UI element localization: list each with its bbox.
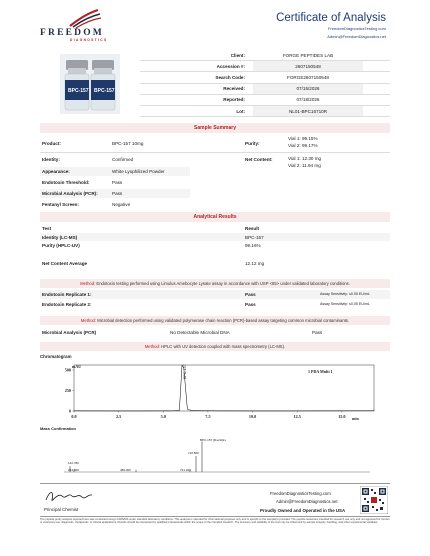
- endotoxin-label: Endotoxin Threshold:: [42, 180, 90, 185]
- analytical-result: BPC-157: [245, 234, 264, 240]
- purity-vial-1: Vial 1: 99.15%: [288, 136, 318, 141]
- footer-email[interactable]: Admin@FreedomDiagnostics.net: [276, 499, 338, 504]
- x-tick-label: 15.0: [338, 414, 346, 419]
- microbial-label: Microbial Analysis (PCR):: [42, 191, 98, 196]
- ms-peak-label: 486.300: [120, 468, 131, 472]
- info-row-accession: [140, 61, 390, 72]
- net-vial-2: Vial 2: 11.94 mg: [288, 163, 321, 168]
- hplc-method: [40, 342, 390, 351]
- analytical-test: Purity (HPLC-UV): [42, 242, 80, 248]
- method-text: Endotoxin testing performed using Limulus Amebocyte Lysate assay in accordance with USP <85> under validated laboratory conditions.: [96, 281, 350, 286]
- footer-divider: [40, 483, 390, 484]
- identity-label: Identity:: [42, 157, 60, 162]
- x-tick-label: 7.5: [205, 414, 211, 419]
- summary-row-fentanyl: [40, 200, 190, 209]
- endotoxin-value: Pass: [112, 180, 123, 185]
- endotoxin-rep1-row: [40, 290, 390, 299]
- freedom-logo: [40, 8, 130, 40]
- x-tick-label: 12.5: [293, 414, 301, 419]
- info-value: 07/15/2026: [253, 84, 363, 94]
- info-key: Accession #:: [216, 63, 245, 69]
- microbial-value: Pass: [112, 191, 123, 196]
- net-average-label: Net Content Average: [42, 261, 88, 266]
- info-key: Search Code:: [215, 74, 245, 80]
- analytical-test: Identity (LC-MS): [42, 234, 78, 240]
- microbial-pcr-detail: No Detectable Microbial DNA: [170, 330, 230, 335]
- info-row-client: [140, 50, 390, 61]
- info-row-search-code: [140, 72, 390, 83]
- chromatogram-chart: [40, 363, 390, 425]
- footer-website[interactable]: FreedomDiagnosticsTesting.com: [270, 491, 331, 496]
- ms-peak-label: 710.500: [188, 451, 199, 455]
- net-content-label: Net Content:: [245, 157, 273, 162]
- microbial-pcr-result: Pass: [312, 330, 323, 335]
- x-tick-label: 0.0: [71, 414, 77, 419]
- info-row-lot: [140, 106, 390, 117]
- info-row-received: [140, 84, 390, 95]
- rep2-label: Endotoxin Replicate 2:: [42, 302, 92, 307]
- rep2-result: Pass: [245, 302, 256, 307]
- method-text: HPLC with UV detection coupled with mass spectrometry (LC-MS).: [161, 344, 286, 349]
- net-vial-1: Vial 1: 12.30 mg: [288, 156, 322, 161]
- purity-label: Purity:: [245, 141, 260, 146]
- col-result: Result: [245, 226, 260, 231]
- certificate-title: Certificate of Analysis: [276, 12, 386, 24]
- info-value: 07/18/2026: [296, 97, 320, 103]
- fentanyl-value: Negative: [112, 202, 131, 207]
- endotoxin-method: [40, 279, 390, 288]
- header-email[interactable]: Admin@FreedomDiagnostics.net: [327, 34, 386, 39]
- vial-photo: [60, 54, 120, 114]
- info-value: 2607150548: [253, 61, 363, 71]
- sample-info-table: [140, 50, 390, 117]
- microbial-row: [40, 328, 390, 337]
- summary-row-microbial: [40, 189, 190, 198]
- product-label: Product:: [42, 141, 61, 146]
- signer-title: Principal Chemist: [44, 507, 79, 512]
- sample-summary-header: Sample Summary: [40, 123, 390, 133]
- rep1-result: Pass: [245, 292, 256, 297]
- analytical-results-header: Analytical Results: [40, 212, 390, 222]
- header-website[interactable]: FreedomDiagnosticsTesting.com: [327, 26, 386, 31]
- info-key: Client:: [230, 52, 245, 58]
- brand-sub: DIAGNOSTICS: [70, 38, 108, 42]
- vial-2-label: BPC-157: [94, 88, 115, 94]
- x-tick-label: 2.5: [116, 414, 122, 419]
- y-tick-label: 250: [64, 387, 71, 393]
- product-value: BPC-157 10mg: [112, 141, 144, 146]
- peak-label: BPC-157: [182, 364, 187, 379]
- appearance-label: Appearance:: [42, 169, 70, 174]
- endotoxin-rep2-row: [40, 300, 390, 309]
- brand-name: FREEDOM: [40, 28, 104, 38]
- method-label: Method:: [80, 281, 96, 286]
- rep1-label: Endotoxin Replicate 1:: [42, 292, 92, 297]
- x-axis-unit: min: [352, 416, 359, 421]
- chromatogram-title: Chromatogram: [40, 354, 72, 359]
- net-average-value: 12.12 mg: [245, 261, 265, 266]
- method-text: Microbial detection performed using validated polymerase chain reaction (PCR)-based assay targeting common microbial contaminants.: [97, 318, 350, 323]
- col-test: Test: [42, 226, 52, 231]
- mass-spectrum-chart: [40, 430, 390, 480]
- analytical-result: 99.16%: [245, 242, 261, 248]
- signature: [44, 488, 94, 504]
- y-axis-unit: mAU: [72, 364, 82, 369]
- vial-1-label: BPC-157: [68, 88, 89, 94]
- summary-row-identity: [40, 155, 390, 168]
- info-row-reported: [140, 95, 390, 106]
- info-value: NL01-BPC15710R: [253, 106, 363, 116]
- summary-row-product: [40, 135, 390, 153]
- analytical-row: [40, 241, 390, 249]
- ms-peak-label: 142.780: [68, 461, 79, 465]
- appearance-value: White Lyophilized Powder: [112, 169, 165, 174]
- chromatogram-legend: 1 PDA Multi 1: [308, 369, 333, 374]
- identity-value: Confirmed: [112, 157, 134, 162]
- footer-owned: Proudly Owned and Operated in the USA: [260, 508, 346, 513]
- y-tick-label: 0: [68, 408, 71, 414]
- x-tick-label: 10.0: [248, 414, 257, 419]
- info-value: FORGE PEPTIDES LAB: [282, 52, 334, 58]
- fentanyl-label: Fentanyl Screen:: [42, 202, 80, 207]
- info-key: Reported:: [223, 97, 245, 103]
- x-tick-label: 5.0: [160, 414, 166, 419]
- qr-code-icon[interactable]: [360, 486, 388, 514]
- rep2-sensitivity: Assay Sensitivity: ≤0.05 EU/mL: [320, 302, 370, 307]
- flag-icon: [40, 8, 130, 30]
- analytical-header-row: [40, 224, 390, 233]
- purity-vial-2: Vial 2: 99.17%: [288, 143, 318, 148]
- method-label: Method:: [80, 318, 97, 323]
- chromatogram-svg: [40, 363, 390, 425]
- summary-row-appearance: [40, 167, 190, 176]
- microbial-method: [40, 316, 390, 325]
- microbial-pcr-label: Microbial Analysis (PCR): [42, 330, 97, 335]
- analytical-row: [40, 233, 390, 241]
- summary-row-endotoxin: [40, 178, 190, 187]
- method-label: Method:: [144, 344, 160, 349]
- ms-peak-label: 244.869: [68, 468, 79, 472]
- net-content-average-row: [40, 259, 390, 269]
- footer-divider: [40, 516, 390, 517]
- mass-confirmation-title: Mass Confirmation: [40, 426, 77, 431]
- y-tick-label: 500: [64, 367, 71, 373]
- info-key: Lot:: [236, 108, 245, 114]
- info-value: FORGE2607150548: [287, 74, 329, 80]
- info-key: Received:: [223, 86, 245, 92]
- ms-peak-main-label: BPC-157 [M+2H]2+: [200, 438, 227, 442]
- rep1-sensitivity: Assay Sensitivity: ≤0.05 EU/mL: [320, 292, 370, 297]
- disclaimer: The peptide purity analysis reported here was conducted using LC/MS/MS under standard laboratory conditions. This analysis is intended for informational purposes only and is specific to the sample(s) provided. The peptide tested are intended for research use only and not approved for human or veterinary use, diagnostic, therapeutic, or clinical applications. Results should be interpreted by qualified professionals within the scope of the intended research. The accuracy and reliability of the test may be influenced by sample integrity, handling, and other experimental variables.: [40, 518, 390, 525]
- ms-peak-label: 721.200: [180, 468, 191, 472]
